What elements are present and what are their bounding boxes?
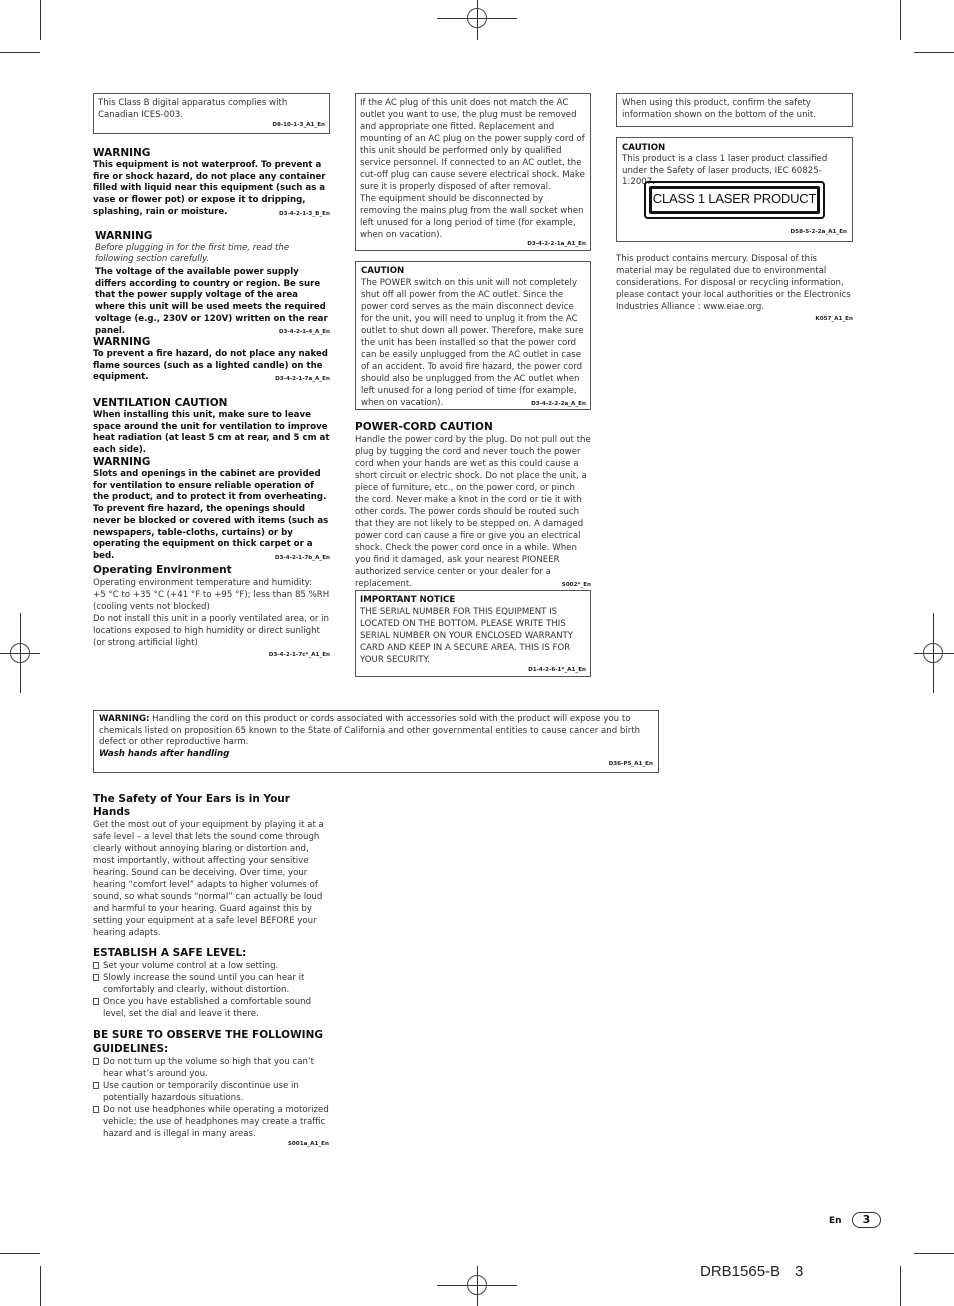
- list-item-text: Slowly increase the sound until you can hear it comfortably and clearly, without distortion.: [103, 973, 305, 995]
- doc-code: S001a_A1_En: [287, 1141, 329, 1147]
- prop65-warning-box: [93, 710, 659, 773]
- mercury-text: This product contains mercury. Disposal of this material may be regulated due to environmental considerations. For disposal or recycling information, please contact your local authorities or the Electronics Industries Alliance : www.eiae.org.: [616, 254, 851, 312]
- doc-code: D3-4-2-1-7a_A_En: [275, 376, 330, 383]
- operating-environment-section: [93, 564, 330, 659]
- ac-plug-box: [355, 93, 591, 251]
- list-item-text: Set your volume control at a low setting.: [103, 961, 279, 971]
- safety-info-text: When using this product, confirm the safety information shown on the bottom of the unit.: [622, 98, 817, 120]
- crop-mark: [914, 52, 954, 53]
- guidelines-heading: BE SURE TO OBSERVE THE FOLLOWING GUIDELINES:: [93, 1029, 323, 1055]
- list-item: [93, 1056, 329, 1080]
- warning-voltage-section: [95, 230, 330, 336]
- section-body: Handle the power cord by the plug. Do not pull out the plug by tugging the cord and never touch the power cord when your hands are wet as this could cause a short circuit or electric shock. Do not place the unit, a piece of furniture, etc., on the power cord, or pinch the cord. Never make a knot in the cord or tie it with other cords. The power cords should be routed such that they are not likely to be stepped on. A damaged power cord can cause a fire or give you an electrical shock. Check the power cord once in a while. When you find it damaged, ask your nearest PIONEER authorized service center or your dealer for a replacement.: [355, 435, 591, 589]
- laser-product-label-text: CLASS 1 LASER PRODUCT: [649, 186, 820, 214]
- mercury-disposal-section: [616, 253, 853, 323]
- doc-code: D36-P5_A1_En: [608, 761, 653, 768]
- sheet-number: 3: [795, 1263, 804, 1280]
- section-body: The POWER switch on this unit will not completely shut off all power from the AC outlet. Since the power cord serves as the main disconnect device for the unit, you will need to unplug it from the AC outlet to shut down all power. Therefore, make sure the unit has been installed so that the power cord can be easily unplugged from the AC outlet in case of an accident. To avoid fire hazard, the power cord should also be unplugged from the AC outlet when left unused for a long period of time (for example, when on vacation).: [361, 278, 584, 408]
- checkbox-bullet-icon: [93, 1058, 99, 1065]
- list-item-text: Use caution or temporarily discontinue use in potentially hazardous situations.: [103, 1081, 299, 1103]
- section-body: The voltage of the available power supply differs according to country or region. Be sure that the power supply voltage of the area where this unit will be used meets the required voltage (e.g., 230V or 120V) written on the rear panel.: [95, 267, 328, 336]
- environment-line: Operating environment temperature and humidity:: [93, 578, 313, 588]
- checkbox-bullet-icon: [93, 1106, 99, 1113]
- checkbox-bullet-icon: [93, 1082, 99, 1089]
- crop-mark: [40, 0, 41, 40]
- ear-safety-section: [93, 793, 329, 1148]
- doc-code: K057_A1_En: [815, 316, 853, 322]
- important-notice-box: [355, 590, 591, 677]
- list-item: [93, 960, 329, 972]
- section-heading: WARNING: [93, 456, 151, 468]
- section-heading: POWER-CORD CAUTION: [355, 421, 493, 433]
- section-body: This product is a class 1 laser product classified under the Safety of laser products, IEC 60825-1:2007.: [622, 154, 828, 187]
- list-item: [93, 996, 329, 1020]
- crop-mark: [914, 1253, 954, 1254]
- section-body: Get the most out of your equipment by playing it at a safe level – a level that lets the sound come through clearly without annoying blaring or distortion and, most importantly, without affecting your sensitive hearing. Sound can be deceiving. Over time, your hearing “comfort level” adapts to higher volumes of sound, so what sounds “normal” can actually be loud and harmful to your hearing. Guard against this by setting your equipment at a safe level BEFORE your hearing adapts.: [93, 820, 324, 938]
- doc-code: D3-4-2-1-3_B_En: [278, 210, 330, 217]
- section-intro: Before plugging in for the first time, read the following section carefully.: [95, 243, 290, 264]
- registration-mark: [10, 643, 30, 663]
- section-body: THE SERIAL NUMBER FOR THIS EQUIPMENT IS LOCATED ON THE BOTTOM. PLEASE WRITE THIS SERIAL NUMBER ON YOUR ENCLOSED WARRANTY CARD AND KEEP IN A SECURE AREA. THIS IS FOR YOUR SECURITY.: [360, 607, 574, 665]
- power-switch-caution-box: [355, 261, 591, 410]
- warning-flame-section: [93, 336, 330, 383]
- page-number-badge: 3: [852, 1212, 881, 1228]
- list-item-text: Do not use headphones while operating a motorized vehicle; the use of headphones may create a traffic hazard and is illegal in many areas.: [103, 1105, 329, 1139]
- registration-mark: [923, 643, 943, 663]
- doc-code: D8-10-1-3_A1_En: [272, 122, 325, 128]
- doc-code: D1-4-2-6-1*_A1_En: [528, 667, 586, 673]
- section-heading: WARNING: [93, 147, 151, 159]
- language-label: En: [829, 1216, 842, 1226]
- environment-line: Do not install this unit in a poorly ventilated area, or in locations exposed to high humidity or direct sunlight (or strong artificial light): [93, 614, 329, 648]
- section-heading: VENTILATION CAUTION: [93, 397, 228, 409]
- section-heading: CAUTION: [622, 143, 666, 153]
- section-heading: Operating Environment: [93, 564, 232, 576]
- section-body: To prevent a fire hazard, do not place any naked flame sources (such as a lighted candle) on the equipment.: [93, 349, 328, 383]
- doc-code: D3-4-2-2-1a_A1_En: [527, 241, 586, 247]
- doc-code: D3-4-2-1-7c*_A1_En: [268, 652, 330, 658]
- doc-code: D3-4-2-1-4_A_En: [278, 329, 330, 336]
- canadian-compliance-text: This Class B digital apparatus complies with Canadian ICES-003.: [98, 98, 288, 120]
- section-body: This equipment is not waterproof. To prevent a fire or shock hazard, do not place any container filled with liquid near this equipment (such as a vase or flower pot) or expose it to dripping, splashing, rain or moisture.: [93, 160, 326, 217]
- list-item: [93, 972, 329, 996]
- establish-heading: ESTABLISH A SAFE LEVEL:: [93, 947, 247, 959]
- checkbox-bullet-icon: [93, 962, 99, 969]
- doc-code: D58-5-2-2a_A1_En: [790, 229, 847, 235]
- warning-openings-section: [93, 456, 330, 562]
- warning-waterproof-section: [93, 147, 330, 218]
- ventilation-caution-section: [93, 397, 330, 457]
- list-item: [93, 1104, 329, 1140]
- section-heading: The Safety of Your Ears is in Your Hands: [93, 793, 290, 818]
- list-item-text: Once you have established a comfortable sound level, set the dial and leave it there.: [103, 997, 312, 1019]
- wash-hands-text: Wash hands after handling: [99, 748, 230, 759]
- checkbox-bullet-icon: [93, 974, 99, 981]
- model-number: DRB1565-B: [700, 1263, 781, 1280]
- section-body: Slots and openings in the cabinet are provided for ventilation to ensure reliable operation of the product, and to protect it from overheating. To prevent fire hazard, the openings should never be blocked or covered with items (such as newspapers, table-cloths, curtains) or by operating the equipment on thick carpet or a bed.: [93, 469, 329, 561]
- crop-mark: [900, 0, 901, 40]
- crop-mark: [0, 52, 40, 53]
- canadian-compliance-box: [93, 93, 330, 134]
- prop65-text: [99, 714, 653, 749]
- ac-plug-text: The equipment should be disconnected by removing the mains plug from the wall socket when left unused for a long period of time (for example, when on vacation).: [360, 194, 584, 240]
- checkbox-bullet-icon: [93, 998, 99, 1005]
- doc-code: S002*_En: [561, 582, 591, 588]
- list-item: [93, 1080, 329, 1104]
- crop-mark: [40, 1266, 41, 1306]
- safety-info-box: [616, 93, 853, 127]
- environment-line: +5 °C to +35 °C (+41 °F to +95 °F); less than 85 %RH (cooling vents not blocked): [93, 590, 330, 612]
- section-heading: WARNING: [95, 230, 153, 242]
- doc-code: D3-4-2-1-7b_A_En: [274, 554, 330, 561]
- list-item-text: Do not turn up the volume so high that you can’t hear what’s around you.: [103, 1057, 315, 1079]
- section-heading: IMPORTANT NOTICE: [360, 595, 456, 605]
- crop-mark: [0, 1253, 40, 1254]
- power-cord-caution-section: [355, 421, 591, 589]
- section-body: When installing this unit, make sure to leave space around the unit for ventilation to improve heat radiation (at least 5 cm at rear, and 5 cm at each side).: [93, 410, 330, 456]
- section-heading: WARNING: [93, 336, 151, 348]
- prop65-body: Handling the cord on this product or cords associated with accessories sold with the product will expose you to chemicals listed on proposition 65 known to the State of California and other governmental entities to cause cancer and birth defect or other reproductive harm.: [99, 714, 641, 747]
- laser-caution-box: [616, 137, 853, 242]
- registration-mark: [467, 1275, 487, 1295]
- registration-mark: [467, 8, 487, 28]
- section-heading: CAUTION: [361, 266, 405, 276]
- laser-product-label: [644, 181, 825, 219]
- ac-plug-text: If the AC plug of this unit does not match the AC outlet you want to use, the plug must be removed and appropriate one fitted. Replacement and mounting of an AC plug on the power supply cord of this unit should be performed only by qualified service personnel. If connected to an AC outlet, the cut-off plug can cause severe electrical shock. Make sure it is properly disposed of after removal.: [360, 98, 585, 192]
- doc-code: D3-4-2-2-2a_A_En: [531, 401, 586, 407]
- crop-mark: [900, 1266, 901, 1306]
- prop65-label: WARNING:: [99, 714, 150, 724]
